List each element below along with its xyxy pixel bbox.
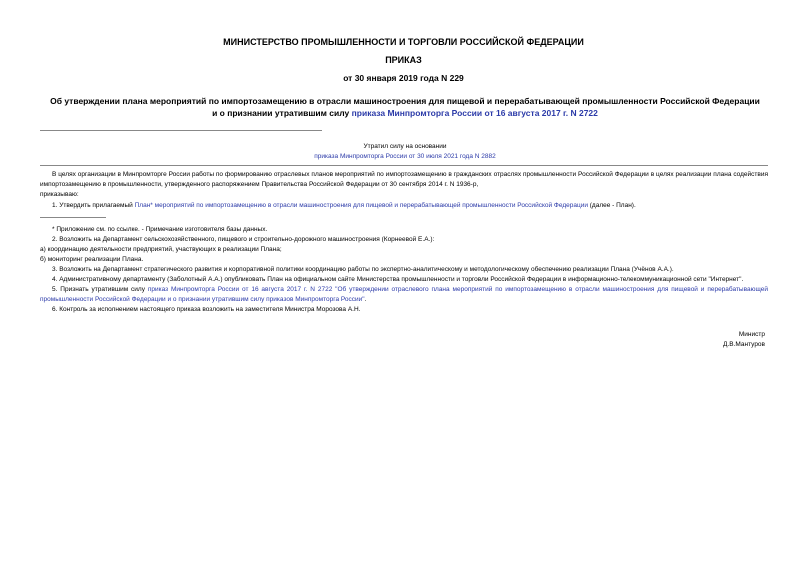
item5-prefix: 5. Признать утратившим силу [52, 286, 148, 293]
status-note [260, 142, 550, 162]
note-divider [40, 165, 768, 166]
item-2a: а) координацию деятельности предприятий, участвующих в реализации Плана; [40, 246, 282, 253]
title-text: Об утверждении плана мероприятий по импортозамещению в отрасли машиностроения для пищевой и перерабатывающей промышленности Российской Федерации и о признании утратившим силу [50, 96, 760, 118]
item-3: 3. Возложить на Департамент стратегического развития и корпоративной политики координацию работы по экспертно-аналитическому и методологическому обеспечению реализации Плана (Учёнов А.А.). [52, 266, 674, 273]
plan-link[interactable]: План [134, 202, 151, 209]
ministry-heading: МИНИСТЕРСТВО ПРОМЫШЛЕННОСТИ И ТОРГОВЛИ РОССИЙСКОЙ ФЕДЕРАЦИИ [223, 37, 584, 47]
order-word: приказываю: [40, 191, 79, 198]
item1-tail: (далее - План). [587, 202, 636, 209]
date-number: от 30 января 2019 года N 229 [343, 73, 464, 83]
items-block [40, 225, 768, 315]
item-2b: б) мониторинг реализации Плана. [40, 256, 144, 263]
item-2: 2. Возложить на Департамент сельскохозяйственного, пищевого и строительно-дорожного машиностроения (Корнеевой Е.А.): [52, 236, 435, 243]
item-6: 6. Контроль за исполнением настоящего приказа возложить на заместителя Министра Морозова А.Н. [52, 306, 361, 313]
intro-paragraph: В целях организации в Минпромторге России работы по формированию отраслевых планов мероприятий по импортозамещению в гражданских отраслях промышленности Российской Федерации в целях реализации плана содействия импортозамещению в промышленности, утвержденного распоряжением Правительства Российской Федерации от 30 сентября 2014 г. N 1936-р, [40, 171, 768, 188]
item1-prefix: 1. Утвердить прилагаемый [52, 202, 135, 209]
document-title [50, 95, 760, 119]
item5-suffix: . [364, 296, 367, 303]
doc-type-heading: ПРИКАЗ [385, 55, 422, 65]
signature-position: Министр [738, 331, 765, 338]
footnote-divider [40, 217, 106, 218]
status-note-link[interactable]: приказа Минпромторга России от 30 июля 2021 года N 2882 [314, 153, 496, 160]
item-4: 4. Административному департаменту (Заболотный А.А.) опубликовать План на официальном сайте Министерства промышленности и торговли Российской Федерации в информационно-телекоммуникационной сети "Интернет". [52, 276, 744, 283]
title-divider [40, 130, 322, 131]
intro-block [40, 170, 768, 200]
title-link-prior-order[interactable]: приказа Минпромторга России от 16 августа 2017 г. N 2722 [351, 108, 598, 118]
item-1 [40, 201, 768, 211]
status-note-text: Утратил силу на основании [363, 143, 447, 150]
item1-plan-name: * мероприятий по импортозамещению в отрасли машиностроения для пищевой и перерабатывающей промышленности Российской Федерации [150, 202, 588, 209]
item5-link[interactable]: приказ Минпромторга России от 16 августа 2017 г. N 2722 "Об утверждении отраслевого плана мероприятий по импортозамещению в отрасли машиностроения для пищевой и перерабатывающей промышленности Российской Федерации и о признании утратившим силу приказов Минпромторга России" [40, 286, 768, 303]
signature-name: Д.В.Мантуров [723, 341, 765, 348]
signature-block [723, 330, 765, 350]
footnote: * Приложение см. по ссылке. - Примечание изготовителя базы данных. [52, 226, 268, 233]
